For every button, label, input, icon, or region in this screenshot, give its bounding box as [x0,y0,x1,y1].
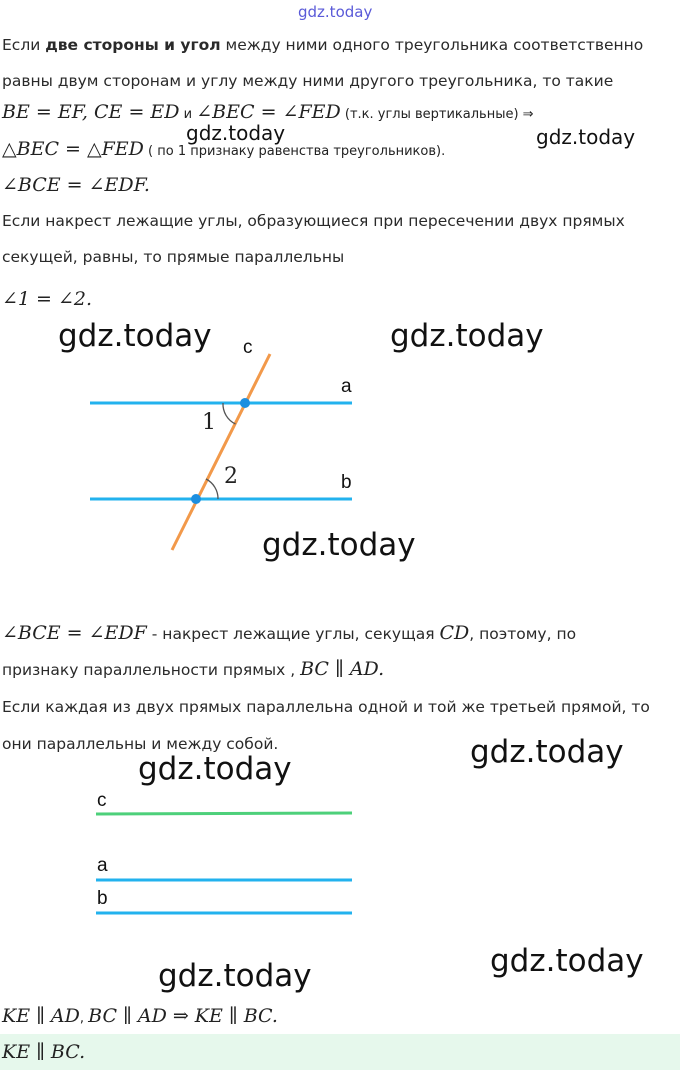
intersection-point-b [191,494,201,504]
angle-2-arc [206,479,218,499]
p3-mid: - накрест лежащие углы, секущая [146,625,440,643]
paragraph-2-line-2: секущей, равны, то прямые параллельны [2,248,345,266]
equation-5 [2,1005,278,1027]
label-a: a [97,855,108,876]
angle-1-arc [223,403,236,424]
watermark: gdz.today [470,734,624,770]
label-c: c [97,790,107,811]
watermark: gdz.today [536,125,636,149]
p1-bold: две стороны и угол [45,36,221,54]
paragraph-4-line-1: Если каждая из двух прямых параллельна одной и той же третьей прямой, то [2,698,650,716]
line-c [96,813,352,814]
label-a: a [341,376,352,397]
label-b: b [341,472,352,493]
watermark: gdz.today [58,318,212,354]
eq1-and: и [179,107,197,122]
p3-bcad: BC ∥ AD. [300,658,385,680]
eq1-b: ∠BEC = ∠FED [196,101,341,123]
p1-pre: Если [2,36,46,54]
paragraph-1-line-1 [2,36,643,54]
p3-cd: CD [439,622,470,644]
p3-math: ∠BCE = ∠EDF [2,622,147,644]
watermark: gdz.today [186,121,286,145]
watermark: gdz.today [490,943,644,979]
eq5-sep: , [79,1011,89,1026]
p3-line2: признаку параллельности прямых , [2,661,301,679]
transversal-c [172,354,270,550]
angle-2-label: 2 [224,464,238,489]
answer-highlight [0,1034,680,1070]
paragraph-3-line-1 [2,622,576,644]
equation-4: ∠1 = ∠2. [2,288,93,310]
angle-1-label: 1 [202,410,216,435]
eq2-a: △BEC = △FED [2,138,144,160]
eq2-note: ( по 1 признаку равенства треугольников). [143,144,446,159]
eq1-note: (т.к. углы вертикальные) ⇒ [340,107,534,122]
equation-1 [2,101,534,123]
watermark: gdz.today [390,318,544,354]
label-b: b [97,888,108,909]
watermark: gdz.today [262,527,416,563]
paragraph-3-line-2 [2,658,384,680]
paragraph-1-line-2: равны двум сторонам и углу между ними другого треугольника, то такие [2,72,614,90]
eq5-a: KE ∥ AD [2,1005,80,1027]
answer-equation: KE ∥ BC. [2,1041,86,1063]
paragraph-2-line-1: Если накрест лежащие углы, образующиеся при пересечении двух прямых [2,212,625,230]
equation-3: ∠BCE = ∠EDF. [2,174,150,196]
p3-end: , поэтому, по [469,625,577,643]
label-c: c [243,337,253,358]
paragraph-4-line-2: они параллельны и между собой. [2,735,279,753]
eq1-a: BE = EF, CE = ED [2,101,180,123]
watermark: gdz.today [138,751,292,787]
p1-post: между ними одного треугольника соответственно [220,36,644,54]
watermark: gdz.today [158,958,312,994]
watermark: gdz.today [298,3,373,21]
intersection-point-a [240,398,250,408]
eq5-b: BC ∥ AD ⇒ KE ∥ BC. [88,1005,278,1027]
